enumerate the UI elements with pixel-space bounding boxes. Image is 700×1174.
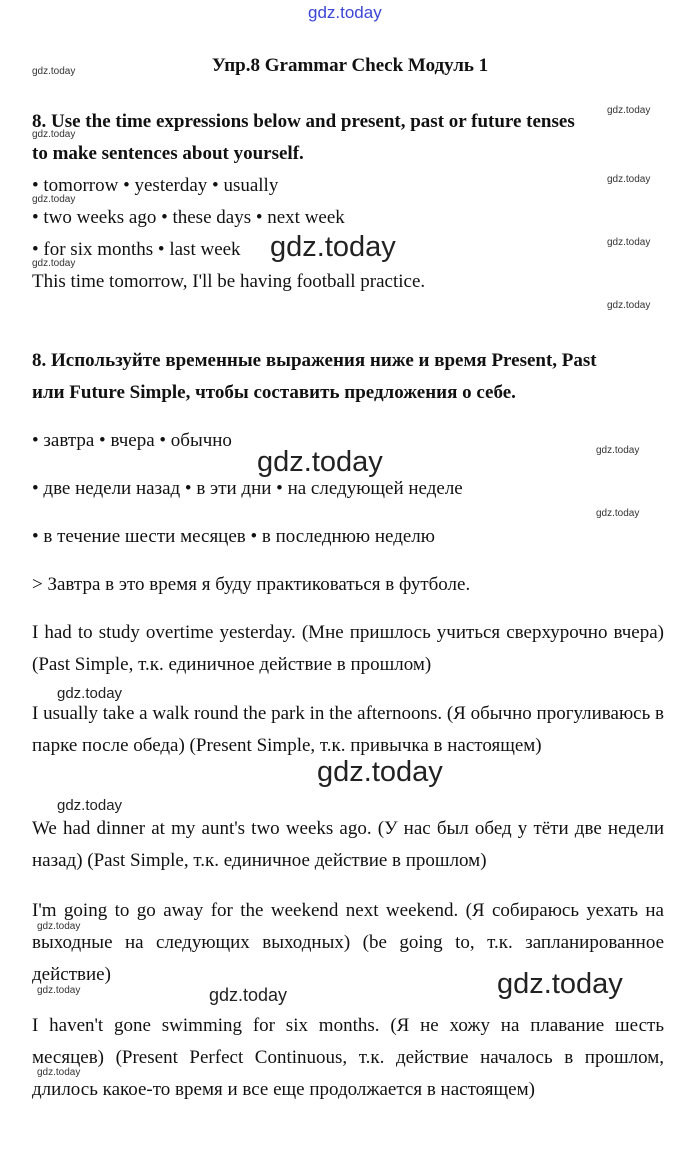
answer-paragraph: I had to study overtime yesterday. (Мне пришлось учиться сверхурочно вчера) (Past Simple, т.к. единичное действие в прошлом)	[32, 622, 664, 675]
task-en-example: This time tomorrow, I'll be having football practice.	[32, 271, 426, 292]
watermark: gdz.today	[209, 985, 288, 1005]
watermark: gdz.today	[57, 685, 123, 702]
watermark: gdz.today	[37, 921, 81, 932]
watermark-large: gdz.today	[257, 446, 383, 478]
answer-paragraph: I usually take a walk round the park in the afternoons. (Я обычно прогуливаюсь в парке после обеда) (Present Simple, т.к. привычка в настоящем)	[32, 703, 664, 756]
watermark: gdz.today	[32, 129, 76, 140]
watermark: gdz.today	[607, 174, 651, 185]
answer-paragraph: We had dinner at my aunt's two weeks ago. (У нас был обед у тёти две недели назад) (Past Simple, т.к. единичное действие в прошлом)	[32, 818, 664, 871]
page-title: Упр.8 Grammar Check Модуль 1	[211, 55, 489, 76]
watermark: gdz.today	[596, 445, 640, 456]
watermark-large: gdz.today	[270, 231, 396, 263]
watermark: gdz.today	[32, 66, 76, 77]
watermark-large: gdz.today	[317, 756, 443, 788]
task-ru-line-1: 8. Используйте временные выражения ниже и время Present, Past	[32, 350, 597, 371]
watermark: gdz.today	[607, 300, 651, 311]
task-en-bullet: • tomorrow • yesterday • usually	[32, 175, 279, 196]
task-en-bullet: • for six months • last week	[32, 239, 241, 260]
watermark-top: gdz.today	[308, 3, 382, 22]
task-ru-bullet: • в течение шести месяцев • в последнюю неделю	[32, 526, 435, 547]
watermark: gdz.today	[607, 237, 651, 248]
answer-paragraph: I'm going to go away for the weekend next weekend. (Я собираюсь уехать на выходные на следующих выходных) (be going to, т.к. запланированное действие)	[32, 900, 664, 985]
watermark: gdz.today	[596, 508, 640, 519]
watermark: gdz.today	[607, 105, 651, 116]
watermark-large: gdz.today	[497, 968, 623, 1000]
watermark: gdz.today	[37, 985, 81, 996]
task-en-bullet: • two weeks ago • these days • next week	[32, 207, 345, 228]
task-en-line-2: to make sentences about yourself.	[32, 143, 304, 164]
watermark: gdz.today	[32, 194, 76, 205]
task-ru-bullet: • завтра • вчера • обычно	[32, 430, 232, 451]
answer-paragraph: I haven't gone swimming for six months. (Я не хожу на плавание шесть месяцев) (Present Perfect Continuous, т.к. действие началось в прошлом, длилось какое-то время и все еще продолжается в настоящем)	[32, 1015, 664, 1100]
task-ru-example: > Завтра в это время я буду практиковаться в футболе.	[32, 574, 471, 595]
task-ru-line-2: или Future Simple, чтобы составить предложения о себе.	[32, 382, 516, 403]
watermark: gdz.today	[57, 797, 123, 814]
task-ru-bullet: • две недели назад • в эти дни • на следующей неделе	[32, 478, 463, 499]
task-en-line-1: 8. Use the time expressions below and present, past or future tenses	[32, 111, 575, 132]
watermark: gdz.today	[37, 1067, 81, 1078]
watermark: gdz.today	[32, 258, 76, 269]
